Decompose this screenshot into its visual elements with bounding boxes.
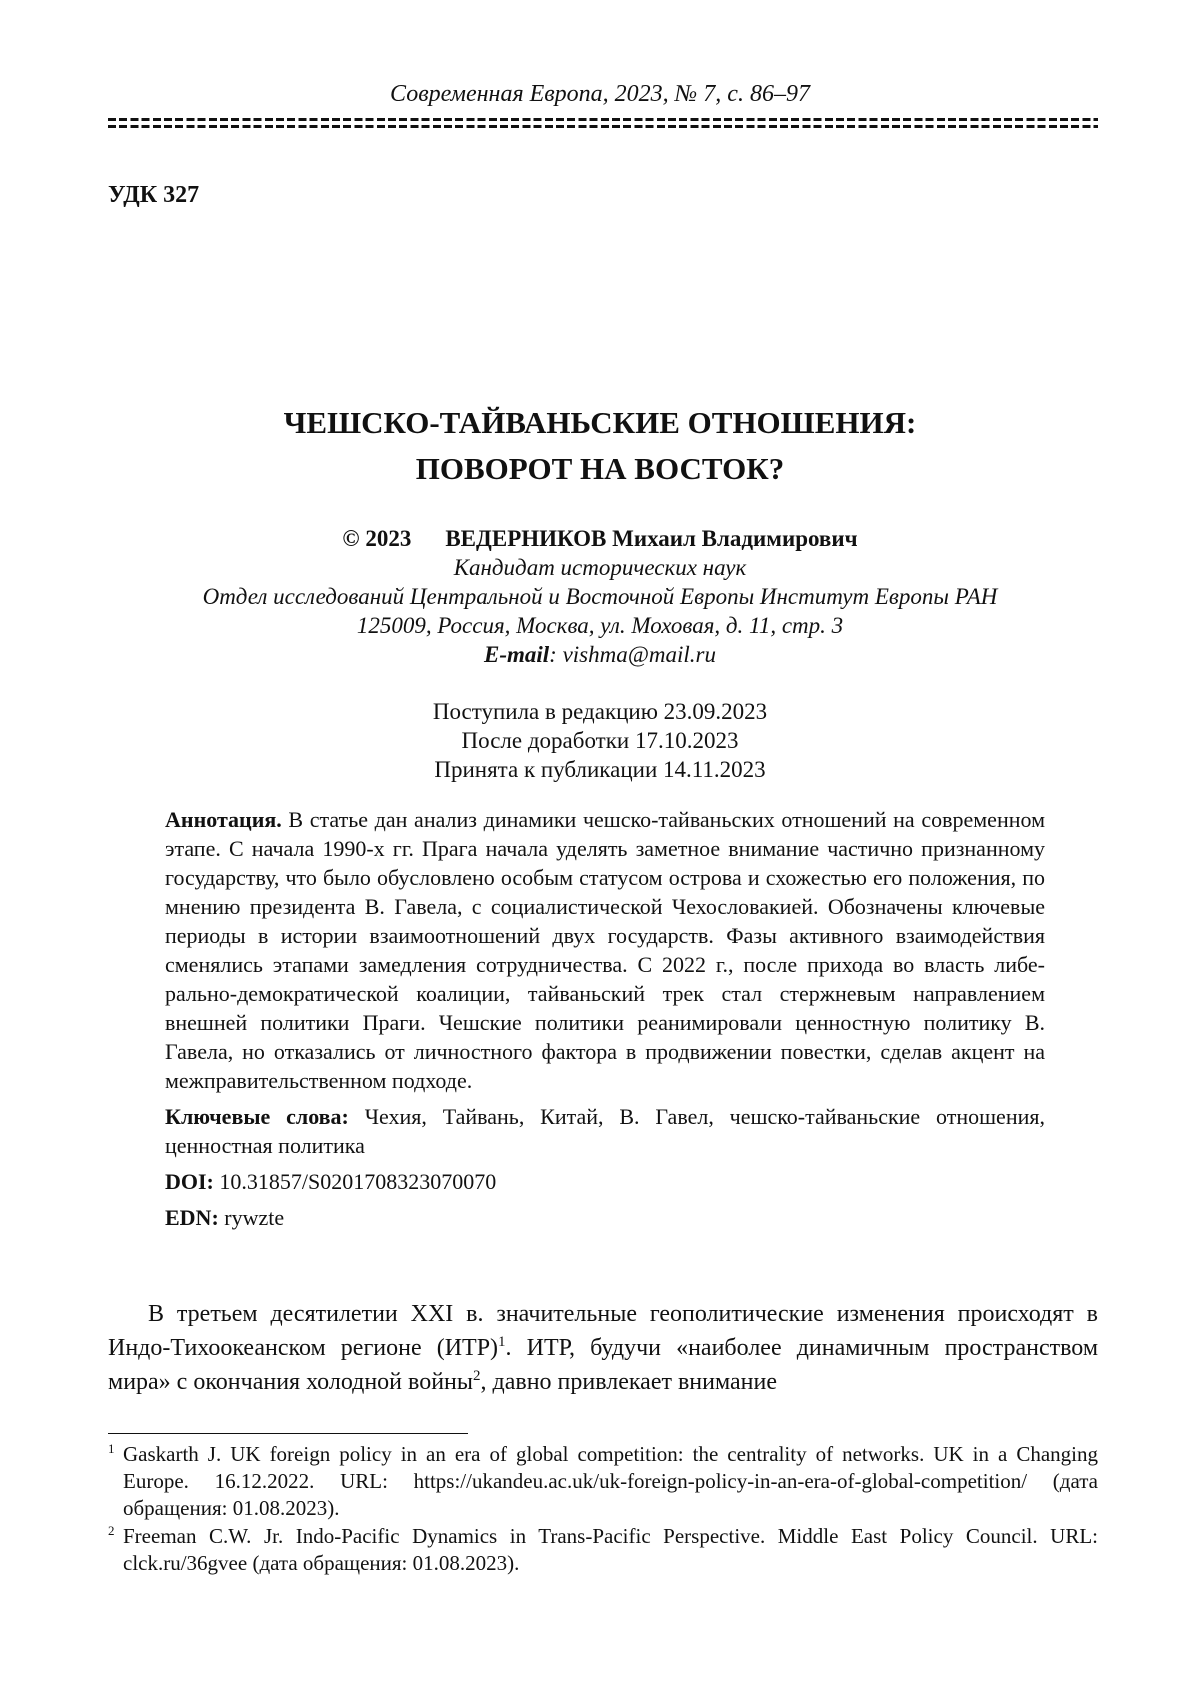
submission-dates	[0, 697, 1200, 784]
body-text-part-1: В третьем десятилетии XXI в. значительные геополитические изменения происходят в Индо-Тихоокеанском регионе (ИТР)	[108, 1301, 1098, 1361]
date-revised: После доработки 17.10.2023	[461, 728, 739, 753]
edn-label: EDN:	[165, 1205, 219, 1230]
abstract-label: Аннотация.	[165, 807, 282, 832]
body-text-part-2: . ИТР, будучи «наиболее динамичным пространством мира» с окончания холодной войны	[108, 1335, 1098, 1395]
edn-value: rywzte	[218, 1205, 285, 1230]
keywords-label: Ключевые слова:	[165, 1104, 349, 1129]
author-line	[0, 524, 1200, 553]
keywords-paragraph	[165, 1102, 1045, 1160]
author-name: ВЕДЕРНИКОВ Михаил Владимирович	[445, 526, 858, 551]
footnote-2: $^2$ Freeman C.W. Jr. Indo-Pacific Dynamics in Trans-Pacific Perspective. Middle East Policy Council. URL: clck.ru/36gvee (дата обращения: 01.08.2023).	[108, 1523, 1098, 1575]
email-address[interactable]: : vishma@mail.ru	[549, 642, 716, 667]
title-line-1: ЧЕШСКО-ТАЙВАНЬСКИЕ ОТНОШЕНИЯ:	[283, 405, 917, 440]
footnote-ref-1[interactable]: 1	[498, 1334, 506, 1350]
header-double-rule	[108, 118, 1098, 130]
footnote-separator	[108, 1433, 468, 1434]
author-address: 125009, Россия, Москва, ул. Моховая, д. 11, стр. 3	[356, 613, 844, 638]
author-email-line	[0, 640, 1200, 669]
copyright-year: © 2023	[342, 526, 412, 551]
email-label: E-mail	[484, 642, 550, 667]
footnote-text: Freeman C.W. Jr. Indo-Pacific Dynamics in Trans-Pacific Perspective. Middle East Policy Council. URL: clck.ru/36gvee (дата обращения: 01.08.2023).	[123, 1524, 1098, 1575]
title-line-2: ПОВОРОТ НА ВОСТОК?	[415, 451, 785, 486]
author-affiliation: Отдел исследований Центральной и Восточной Европы Институт Европы РАН	[202, 584, 998, 609]
running-head: Современная Европа, 2023, № 7, с. 86–97	[390, 81, 810, 107]
body-paragraph	[108, 1297, 1098, 1399]
abstract-text: В статье дан анализ динамики чешско-тайваньских отношений на современном этапе. С начала 1990-х гг. Прага начала уделять заметное внимание частично признанному государству, что было обусловлено особым статусом острова и схожестью его положения, по мнению президента В. Гавела, с социалистической Чехословакией. Обозначены ключевые периоды в истории взаимоотношений двух государств. Фазы активного взаимодействия сменялись этапами замедления сотрудничества. С 2022 г., после прихода во власть либерально-демократической коалиции, тайваньский трек стал стержневым направлением внешней политики Праги. Чешские политики реанимировали ценностную политику В. Гавела, но отказались от личностного фактора в продвижении повестки, сделав акцент на межправительственном подходе.	[165, 807, 1045, 1093]
abstract-paragraph	[165, 805, 1045, 1095]
doi-line	[165, 1167, 1045, 1196]
footnote-text: Gaskarth J. UK foreign policy in an era of global competition: the centrality of networks. UK in a Changing Europe. 16.12.2022. URL: https://ukandeu.ac.uk/uk-foreign-policy-in-an-era-of-global-competition/ (дата обращения: 01.08.2023).	[123, 1442, 1098, 1520]
edn-line	[165, 1203, 1045, 1232]
date-received: Поступила в редакцию 23.09.2023	[432, 699, 768, 724]
abstract-block	[165, 805, 1045, 1232]
date-accepted: Принята к публикации 14.11.2023	[434, 757, 766, 782]
udk-code: УДК 327	[108, 182, 200, 208]
body-text-part-3: , давно привлекает внимание	[480, 1369, 778, 1395]
author-degree: Кандидат исторических наук	[453, 555, 747, 580]
footnotes	[108, 1441, 1098, 1578]
article-title	[0, 400, 1200, 492]
footnote-ref-2[interactable]: 2	[473, 1368, 481, 1384]
keywords-text: Чехия, Тайвань, Китай, В. Гавел, чешско-тайваньские отношения, ценностная политика	[165, 1104, 1045, 1158]
author-block	[0, 524, 1200, 669]
footnote-1: $^1$ Gaskarth J. UK foreign policy in an era of global competition: the centrality of networks. UK in a Changing Europe. 16.12.2022. URL: https://ukandeu.ac.uk/uk-foreign-policy-in-an-era-of-global-competition/ (дата обращения: 01.08.2023).	[108, 1441, 1098, 1520]
doi-value[interactable]: 10.31857/S0201708323070070	[213, 1169, 497, 1194]
doi-label: DOI:	[165, 1169, 214, 1194]
